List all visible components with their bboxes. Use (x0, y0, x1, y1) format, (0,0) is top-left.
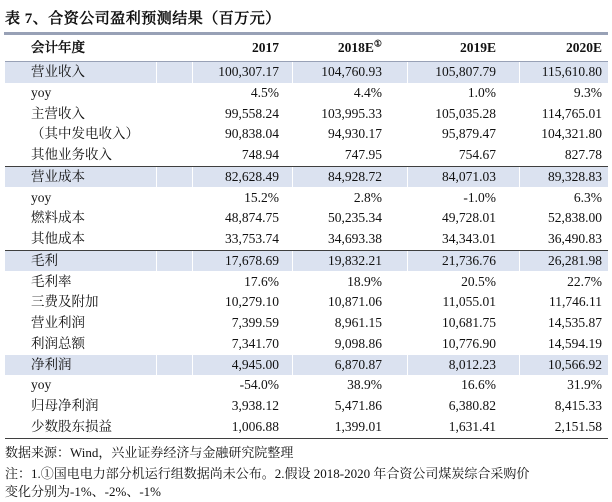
row-label: yoy (31, 377, 52, 393)
value-2020e: 89,328.83 (520, 167, 608, 187)
value-2020e: 52,838.00 (548, 210, 602, 226)
value-2020e: 2,151.58 (554, 418, 602, 434)
value-2019e: 105,807.79 (408, 62, 520, 83)
value-2019e: 10,681.75 (442, 315, 496, 330)
value-2020e: 115,610.80 (520, 62, 608, 83)
table-row (5, 166, 608, 188)
row-spacer (157, 375, 193, 396)
table-bottom-border (5, 438, 608, 439)
table-row (5, 355, 608, 376)
value-2020e: 104,321.80 (541, 126, 602, 142)
value-2017: 82,628.49 (193, 167, 293, 187)
header-2020e: 2020E (565, 40, 602, 55)
value-2017: 1,006.88 (231, 418, 279, 434)
row-spacer (157, 208, 193, 229)
value-2017: 7,399.59 (231, 315, 279, 330)
table-row (5, 124, 608, 145)
value-2020e: 9.3% (573, 84, 602, 100)
value-2017: 33,753.74 (225, 231, 279, 246)
value-2020e: 14,594.19 (548, 335, 602, 351)
value-2018e: 84,928.72 (293, 167, 408, 187)
forecast-table (5, 35, 608, 439)
value-2019e: 34,343.01 (442, 231, 496, 246)
row-spacer (157, 124, 193, 145)
value-2019e: 21,736.76 (408, 251, 520, 271)
row-label: 毛利率 (31, 273, 72, 289)
value-2017: 100,307.17 (193, 62, 293, 83)
value-2020e: 10,566.92 (520, 355, 608, 376)
value-2019e: 8,012.23 (408, 355, 520, 376)
value-2018e: 104,760.93 (293, 62, 408, 83)
value-2017: -54.0% (239, 377, 279, 393)
value-2017: 748.94 (241, 147, 279, 162)
row-label: yoy (31, 84, 52, 100)
header-fiscal-year: 会计年度 (31, 40, 85, 55)
value-2018e: 103,995.33 (321, 105, 382, 121)
row-spacer (157, 355, 193, 376)
footnote-marker: ① (373, 38, 382, 49)
value-2019e: 20.5% (461, 273, 496, 289)
table-row (5, 62, 608, 83)
table-row (5, 250, 608, 272)
value-2017: 17.6% (244, 273, 279, 289)
row-label: 燃料成本 (31, 210, 85, 226)
row-label: 利润总额 (31, 335, 85, 351)
row-spacer (157, 188, 193, 209)
value-2020e: 114,765.01 (541, 105, 602, 121)
value-2019e: 11,055.01 (442, 294, 496, 310)
value-2019e: 49,728.01 (442, 210, 496, 226)
table-row (5, 375, 608, 396)
row-spacer (157, 145, 193, 166)
value-2018e: 1,399.01 (334, 418, 382, 434)
value-2020e: 8,415.33 (554, 398, 602, 413)
value-2019e: 95,879.47 (442, 126, 496, 142)
value-2018e: 34,693.38 (328, 231, 382, 246)
header-2018e: 2018E① (337, 38, 382, 55)
header-2019e: 2019E (459, 40, 496, 55)
value-2017: 4.5% (250, 84, 279, 100)
table-row (5, 104, 608, 125)
table-row (5, 417, 608, 438)
value-2020e: 827.78 (564, 147, 602, 162)
row-spacer (157, 62, 193, 83)
value-2018e: 94,930.17 (328, 126, 382, 142)
value-2020e: 26,281.98 (520, 251, 608, 271)
row-spacer (157, 229, 193, 250)
value-2018e: 8,961.15 (334, 315, 382, 330)
value-2020e: 6.3% (573, 189, 602, 205)
value-2019e: 10,776.90 (442, 335, 496, 351)
value-2018e: 4.4% (353, 84, 382, 100)
table-row (5, 229, 608, 250)
table-row (5, 83, 608, 104)
value-2019e: 84,071.03 (408, 167, 520, 187)
value-2018e: 50,235.34 (328, 210, 382, 226)
value-2018e: 5,471.86 (334, 398, 382, 413)
value-2020e: 31.9% (567, 377, 602, 393)
value-2017: 10,279.10 (225, 294, 279, 310)
value-2019e: 16.6% (461, 377, 496, 393)
row-label: 三费及附加 (31, 294, 99, 310)
row-label: 营业收入 (5, 62, 157, 83)
row-label: 营业利润 (31, 315, 85, 330)
row-label: 毛利 (5, 251, 157, 271)
value-2019e: 1,631.41 (448, 418, 496, 434)
value-2017: 90,838.04 (225, 126, 279, 142)
value-2019e: 754.67 (458, 147, 496, 162)
row-label: 主营收入 (31, 105, 85, 121)
table-body (5, 62, 608, 438)
row-spacer (157, 292, 193, 313)
value-2019e: 1.0% (467, 84, 496, 100)
value-2017: 99,558.24 (225, 105, 279, 121)
value-2017: 3,938.12 (231, 398, 279, 413)
row-label: yoy (31, 189, 52, 205)
row-spacer (157, 417, 193, 438)
value-2019e: 6,380.82 (448, 398, 496, 413)
table-row (5, 396, 608, 417)
value-2018e: 6,870.87 (293, 355, 408, 376)
value-2018e: 2.8% (353, 189, 382, 205)
value-2017: 7,341.70 (231, 335, 279, 351)
row-label: 营业成本 (5, 167, 157, 187)
row-label: 其他业务收入 (31, 147, 112, 162)
value-2018e: 19,832.21 (293, 251, 408, 271)
row-label: 其他成本 (31, 231, 85, 246)
table-row (5, 313, 608, 334)
value-2018e: 38.9% (347, 377, 382, 393)
row-label: （其中发电收入） (31, 126, 139, 142)
table-row (5, 272, 608, 293)
table-row (5, 292, 608, 313)
value-2018e: 9,098.86 (334, 335, 382, 351)
row-spacer (157, 396, 193, 417)
row-label: 净利润 (5, 355, 157, 376)
row-label: 少数股东损益 (31, 418, 112, 434)
value-2020e: 36,490.83 (548, 231, 602, 246)
table-row (5, 145, 608, 166)
report-table-page (0, 8, 612, 499)
row-label: 归母净利润 (31, 398, 99, 413)
value-2017: 15.2% (244, 189, 279, 205)
value-2017: 17,678.69 (193, 251, 293, 271)
row-spacer (157, 313, 193, 334)
row-spacer (157, 167, 193, 187)
data-source-line: 数据来源：Wind，兴业证券经济与金融研究院整理 (5, 444, 294, 460)
footnote-line-2: 变化分别为-1%、-2%、-1% (5, 484, 161, 499)
value-2019e: 105,035.28 (435, 105, 496, 121)
table-header-row (5, 35, 608, 61)
header-2017: 2017 (252, 40, 279, 55)
row-spacer (157, 251, 193, 271)
value-2020e: 22.7% (567, 273, 602, 289)
table-row (5, 208, 608, 229)
value-2020e: 14,535.87 (548, 315, 602, 330)
value-2017: 48,874.75 (225, 210, 279, 226)
table-row (5, 188, 608, 209)
value-2019e: -1.0% (463, 189, 496, 205)
value-2018e: 747.95 (344, 147, 382, 162)
value-2017: 4,945.00 (193, 355, 293, 376)
table-title: 表 7、合资公司盈利预测结果（百万元） (5, 11, 281, 27)
table-row (5, 334, 608, 355)
value-2018e: 10,871.06 (328, 294, 382, 310)
footnote-line-1: 注：1.①国电电力部分机运行组数据尚未公布。2.假设 2018-2020 年合资公司煤炭综合采购价 (5, 465, 530, 481)
row-spacer (157, 334, 193, 355)
row-spacer (157, 104, 193, 125)
header-spacer (157, 35, 193, 61)
row-spacer (157, 272, 193, 293)
value-2020e: 11,746.11 (549, 294, 602, 310)
value-2018e: 18.9% (347, 273, 382, 289)
row-spacer (157, 83, 193, 104)
